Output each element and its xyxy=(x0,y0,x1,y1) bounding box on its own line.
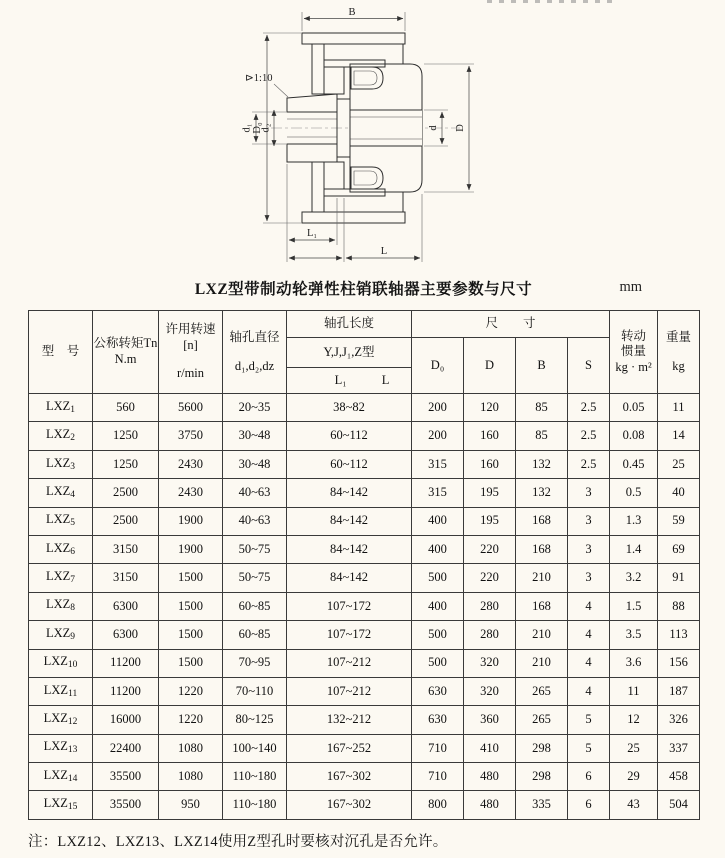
value-cell: 210 xyxy=(516,621,568,649)
value-cell: 630 xyxy=(412,706,464,734)
value-cell: 315 xyxy=(412,450,464,478)
model-cell: LXZ11 xyxy=(29,677,93,705)
value-cell: 1900 xyxy=(159,507,223,535)
value-cell: 2.5 xyxy=(568,394,610,422)
value-cell: 30~48 xyxy=(223,450,287,478)
header-length-l1-l xyxy=(287,368,412,394)
table-row xyxy=(29,450,700,478)
value-cell: 20~35 xyxy=(223,394,287,422)
header-inertia xyxy=(610,311,658,394)
header-speed-line2: [n] xyxy=(183,337,198,352)
value-cell: 335 xyxy=(516,791,568,819)
value-cell: 1250 xyxy=(93,422,159,450)
value-cell: 1.4 xyxy=(610,535,658,563)
value-cell: 0.05 xyxy=(610,394,658,422)
value-cell: 4 xyxy=(568,649,610,677)
header-speed-line3: r/min xyxy=(176,366,205,381)
value-cell: 400 xyxy=(412,592,464,620)
value-cell: 504 xyxy=(658,791,700,819)
value-cell: 107~212 xyxy=(287,677,412,705)
value-cell: 5 xyxy=(568,734,610,762)
page-title: LXZ型带制动轮弹性柱销联轴器主要参数与尺寸 xyxy=(194,281,533,298)
parameters-table xyxy=(28,310,700,820)
value-cell: 280 xyxy=(464,592,516,620)
value-cell: 12 xyxy=(610,706,658,734)
value-cell: 1080 xyxy=(159,763,223,791)
table-row xyxy=(29,394,700,422)
header-weight-line1: 重量 xyxy=(666,329,692,344)
value-cell: 2430 xyxy=(159,450,223,478)
value-cell: 5 xyxy=(568,706,610,734)
header-col-b: B xyxy=(516,338,568,394)
value-cell: 35500 xyxy=(93,763,159,791)
model-cell: LXZ10 xyxy=(29,649,93,677)
value-cell: 315 xyxy=(412,479,464,507)
value-cell: 4 xyxy=(568,677,610,705)
value-cell: 160 xyxy=(464,422,516,450)
value-cell: 4 xyxy=(568,592,610,620)
value-cell: 3750 xyxy=(159,422,223,450)
value-cell: 950 xyxy=(159,791,223,819)
value-cell: 4 xyxy=(568,621,610,649)
value-cell: 11 xyxy=(658,394,700,422)
value-cell: 40 xyxy=(658,479,700,507)
value-cell: 6 xyxy=(568,791,610,819)
value-cell: 265 xyxy=(516,706,568,734)
value-cell: 3 xyxy=(568,507,610,535)
value-cell: 168 xyxy=(516,535,568,563)
header-torque-line2: N.m xyxy=(114,352,137,366)
value-cell: 458 xyxy=(658,763,700,791)
value-cell: 70~110 xyxy=(223,677,287,705)
model-cell: LXZ3 xyxy=(29,450,93,478)
value-cell: 11 xyxy=(610,677,658,705)
right-coupling-half xyxy=(350,64,422,192)
value-cell: 6 xyxy=(568,763,610,791)
header-model: 型 号 xyxy=(29,311,93,394)
header-length-group: 轴孔长度 xyxy=(287,311,412,338)
header-bore-line2: d₁,d₂,dz xyxy=(234,358,275,373)
value-cell: 5600 xyxy=(159,394,223,422)
coupling-section-drawing xyxy=(225,0,505,268)
value-cell: 0.08 xyxy=(610,422,658,450)
value-cell: 710 xyxy=(412,763,464,791)
value-cell: 40~63 xyxy=(223,507,287,535)
value-cell: 710 xyxy=(412,734,464,762)
table-row xyxy=(29,649,700,677)
model-cell: LXZ12 xyxy=(29,706,93,734)
value-cell: 2500 xyxy=(93,479,159,507)
dimension-d xyxy=(424,110,448,146)
model-cell: LXZ9 xyxy=(29,621,93,649)
value-cell: 298 xyxy=(516,763,568,791)
value-cell: 3.2 xyxy=(610,564,658,592)
table-row xyxy=(29,422,700,450)
value-cell: 160 xyxy=(464,450,516,478)
value-cell: 500 xyxy=(412,621,464,649)
header-weight-line2: kg xyxy=(672,358,685,373)
value-cell: 43 xyxy=(610,791,658,819)
value-cell: 1500 xyxy=(159,649,223,677)
value-cell: 91 xyxy=(658,564,700,592)
value-cell: 25 xyxy=(610,734,658,762)
value-cell: 630 xyxy=(412,677,464,705)
dim-label-l1: L₁ xyxy=(306,228,318,239)
value-cell: 3 xyxy=(568,479,610,507)
value-cell: 265 xyxy=(516,677,568,705)
value-cell: 2.5 xyxy=(568,450,610,478)
value-cell: 480 xyxy=(464,763,516,791)
header-col-d: D xyxy=(464,338,516,394)
value-cell: 400 xyxy=(412,507,464,535)
header-torque-line1: 公称转矩Tn xyxy=(93,336,158,351)
dimension-B xyxy=(302,7,405,31)
value-cell: 38~82 xyxy=(287,394,412,422)
table-row xyxy=(29,677,700,705)
table-row xyxy=(29,592,700,620)
value-cell: 2430 xyxy=(159,479,223,507)
value-cell: 84~142 xyxy=(287,564,412,592)
value-cell: 110~180 xyxy=(223,763,287,791)
value-cell: 167~302 xyxy=(287,791,412,819)
value-cell: 400 xyxy=(412,535,464,563)
dim-label-b: B xyxy=(348,7,356,18)
header-inertia-line2: 惯量 xyxy=(621,344,647,359)
header-size-group: 尺 寸 xyxy=(412,311,610,338)
value-cell: 16000 xyxy=(93,706,159,734)
table-row xyxy=(29,706,700,734)
value-cell: 500 xyxy=(412,564,464,592)
value-cell: 3.6 xyxy=(610,649,658,677)
value-cell: 1080 xyxy=(159,734,223,762)
model-cell: LXZ2 xyxy=(29,422,93,450)
value-cell: 1.3 xyxy=(610,507,658,535)
model-cell: LXZ13 xyxy=(29,734,93,762)
value-cell: 14 xyxy=(658,422,700,450)
value-cell: 84~142 xyxy=(287,535,412,563)
value-cell: 1500 xyxy=(159,621,223,649)
value-cell: 168 xyxy=(516,507,568,535)
header-speed xyxy=(159,311,223,394)
value-cell: 1500 xyxy=(159,592,223,620)
value-cell: 480 xyxy=(464,791,516,819)
value-cell: 60~112 xyxy=(287,450,412,478)
value-cell: 168 xyxy=(516,592,568,620)
value-cell: 50~75 xyxy=(223,564,287,592)
header-col-s: S xyxy=(568,338,610,394)
value-cell: 280 xyxy=(464,621,516,649)
value-cell: 3 xyxy=(568,564,610,592)
value-cell: 80~125 xyxy=(223,706,287,734)
value-cell: 85 xyxy=(516,422,568,450)
table-row xyxy=(29,734,700,762)
value-cell: 3150 xyxy=(93,564,159,592)
value-cell: 156 xyxy=(658,649,700,677)
value-cell: 800 xyxy=(412,791,464,819)
value-cell: 60~85 xyxy=(223,621,287,649)
value-cell: 6300 xyxy=(93,592,159,620)
table-header xyxy=(29,311,700,394)
model-cell: LXZ7 xyxy=(29,564,93,592)
value-cell: 3 xyxy=(568,535,610,563)
value-cell: 187 xyxy=(658,677,700,705)
value-cell: 25 xyxy=(658,450,700,478)
value-cell: 107~172 xyxy=(287,592,412,620)
clipped-text-remnant xyxy=(487,0,612,3)
taper-note-label: ⊳1:10 xyxy=(245,73,273,84)
model-cell: LXZ8 xyxy=(29,592,93,620)
header-inertia-line3: kg · m² xyxy=(615,359,652,374)
value-cell: 110~180 xyxy=(223,791,287,819)
value-cell: 11200 xyxy=(93,677,159,705)
value-cell: 560 xyxy=(93,394,159,422)
elastic-pin-lower xyxy=(351,167,383,189)
value-cell: 2.5 xyxy=(568,422,610,450)
model-cell: LXZ5 xyxy=(29,507,93,535)
value-cell: 132 xyxy=(516,450,568,478)
header-length-l: L xyxy=(381,372,390,387)
table-row xyxy=(29,535,700,563)
value-cell: 3.5 xyxy=(610,621,658,649)
value-cell: 35500 xyxy=(93,791,159,819)
value-cell: 210 xyxy=(516,564,568,592)
value-cell: 326 xyxy=(658,706,700,734)
model-cell: LXZ14 xyxy=(29,763,93,791)
value-cell: 60~112 xyxy=(287,422,412,450)
value-cell: 11200 xyxy=(93,649,159,677)
value-cell: 1220 xyxy=(159,677,223,705)
header-inertia-line1: 转动 xyxy=(621,328,647,343)
model-cell: LXZ15 xyxy=(29,791,93,819)
value-cell: 107~172 xyxy=(287,621,412,649)
table-body xyxy=(29,394,700,820)
elastic-pin-upper xyxy=(351,67,383,89)
value-cell: 2500 xyxy=(93,507,159,535)
value-cell: 70~95 xyxy=(223,649,287,677)
value-cell: 220 xyxy=(464,535,516,563)
value-cell: 1500 xyxy=(159,564,223,592)
table-row xyxy=(29,791,700,819)
value-cell: 40~63 xyxy=(223,479,287,507)
dim-label-d1: d₁ xyxy=(241,123,253,133)
footnote: 注：LXZ12、LXZ13、LXZ14使用Z型孔时要核对沉孔是否允许。 xyxy=(28,834,448,850)
value-cell: 29 xyxy=(610,763,658,791)
taper-note xyxy=(245,73,288,97)
value-cell: 88 xyxy=(658,592,700,620)
value-cell: 360 xyxy=(464,706,516,734)
value-cell: 107~212 xyxy=(287,649,412,677)
value-cell: 60~85 xyxy=(223,592,287,620)
header-bore xyxy=(223,311,287,394)
value-cell: 84~142 xyxy=(287,507,412,535)
table-row xyxy=(29,479,700,507)
value-cell: 1900 xyxy=(159,535,223,563)
value-cell: 167~252 xyxy=(287,734,412,762)
table-row xyxy=(29,621,700,649)
value-cell: 337 xyxy=(658,734,700,762)
header-length-types: Y,J,J₁,Z型 xyxy=(287,338,412,368)
dim-label-d: d xyxy=(428,125,439,131)
unit-label: mm xyxy=(619,279,642,295)
value-cell: 0.5 xyxy=(610,479,658,507)
value-cell: 1220 xyxy=(159,706,223,734)
value-cell: 195 xyxy=(464,507,516,535)
table-row xyxy=(29,507,700,535)
header-length-l1: L₁ xyxy=(334,372,347,387)
dim-label-d0: D₀ xyxy=(252,122,263,134)
model-cell: LXZ6 xyxy=(29,535,93,563)
value-cell: 320 xyxy=(464,677,516,705)
value-cell: 85 xyxy=(516,394,568,422)
value-cell: 0.45 xyxy=(610,450,658,478)
header-bore-line1: 轴孔直径 xyxy=(229,329,280,344)
value-cell: 69 xyxy=(658,535,700,563)
value-cell: 132 xyxy=(516,479,568,507)
value-cell: 84~142 xyxy=(287,479,412,507)
value-cell: 195 xyxy=(464,479,516,507)
value-cell: 3150 xyxy=(93,535,159,563)
value-cell: 220 xyxy=(464,564,516,592)
value-cell: 1.5 xyxy=(610,592,658,620)
dim-label-d2: d₂ xyxy=(260,123,272,133)
value-cell: 200 xyxy=(412,422,464,450)
value-cell: 298 xyxy=(516,734,568,762)
value-cell: 200 xyxy=(412,394,464,422)
value-cell: 1250 xyxy=(93,450,159,478)
dim-label-l: L xyxy=(380,246,388,257)
header-col-d0: D₀ xyxy=(412,338,464,394)
value-cell: 30~48 xyxy=(223,422,287,450)
value-cell: 50~75 xyxy=(223,535,287,563)
value-cell: 59 xyxy=(658,507,700,535)
value-cell: 210 xyxy=(516,649,568,677)
value-cell: 410 xyxy=(464,734,516,762)
header-speed-line1: 许用转速 xyxy=(165,322,216,337)
value-cell: 167~302 xyxy=(287,763,412,791)
value-cell: 320 xyxy=(464,649,516,677)
value-cell: 22400 xyxy=(93,734,159,762)
table-row xyxy=(29,564,700,592)
header-torque xyxy=(93,311,159,394)
value-cell: 120 xyxy=(464,394,516,422)
title-row xyxy=(28,277,699,299)
table-row xyxy=(29,763,700,791)
header-weight xyxy=(658,311,700,394)
model-cell: LXZ1 xyxy=(29,394,93,422)
value-cell: 113 xyxy=(658,621,700,649)
value-cell: 6300 xyxy=(93,621,159,649)
model-cell: LXZ4 xyxy=(29,479,93,507)
value-cell: 500 xyxy=(412,649,464,677)
value-cell: 132~212 xyxy=(287,706,412,734)
value-cell: 100~140 xyxy=(223,734,287,762)
dim-label-D: D xyxy=(455,124,466,132)
